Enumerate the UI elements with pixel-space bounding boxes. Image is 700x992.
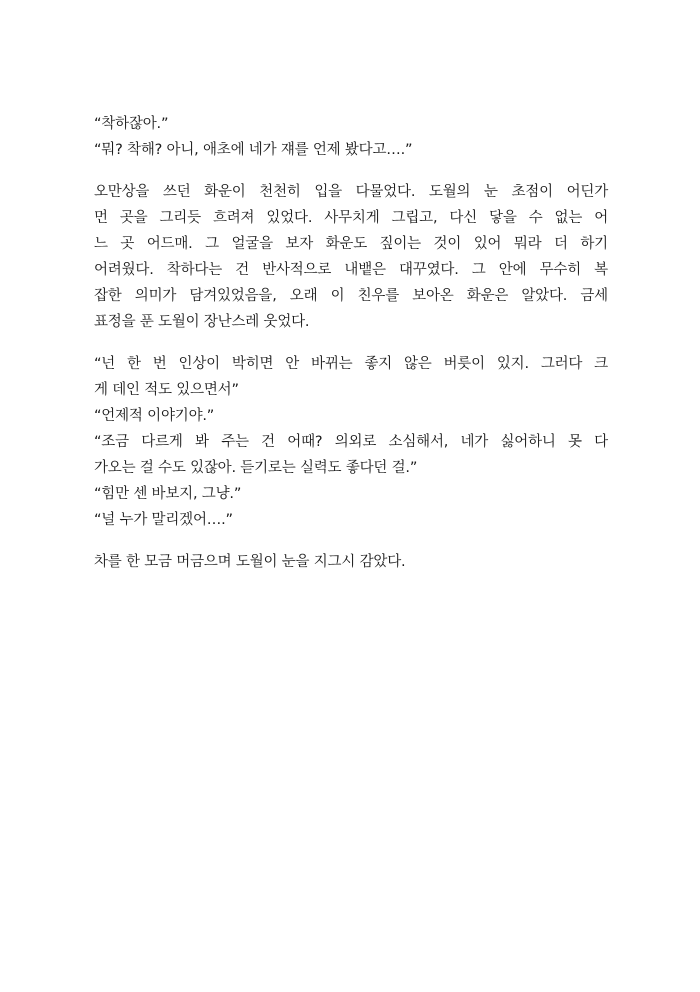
paragraph-3: [94, 351, 608, 533]
dialogue-line: 가오는 걸 수도 있잖아. 듣기로는 실력도 좋다던 걸.”: [94, 460, 418, 476]
dialogue-line: “뭐? 착해? 아니, 애초에 네가 쟤를 언제 봤다고….”: [94, 142, 413, 158]
text-line: 차를 한 모금 머금으며 도월이 눈을 지그시 감았다.: [94, 554, 406, 570]
paragraph-2: [94, 179, 608, 335]
text-line: 먼 곳을 그리듯 흐려져 있었다. 사무치게 그립고, 다신 닿을 수 없는 어: [94, 210, 608, 226]
dialogue-line: “넌 한 번 인상이 박히면 안 바뀌는 좋지 않은 버릇이 있지. 그러다 크: [94, 356, 608, 372]
dialogue-line: “언제적 이야기야.”: [94, 408, 215, 424]
text-line: 어려웠다. 착하다는 건 반사적으로 내뱉은 대꾸였다. 그 안에 무수히 복: [94, 262, 608, 278]
dialogue-line: “조금 다르게 봐 주는 건 어때? 의외로 소심해서, 네가 싫어하니 못 다: [94, 434, 608, 450]
paragraph-1: [94, 111, 608, 163]
document-body: [94, 111, 608, 575]
text-line: 오만상을 쓰던 화운이 천천히 입을 다물었다. 도월의 눈 초점이 어딘가: [94, 184, 608, 200]
text-line: 표정을 푼 도월이 장난스레 웃었다.: [94, 314, 310, 330]
paragraph-gap: [94, 335, 608, 351]
dialogue-line: 게 데인 적도 있으면서”: [94, 382, 239, 398]
dialogue-line: “착하잖아.”: [94, 116, 169, 132]
paragraph-gap: [94, 533, 608, 549]
dialogue-line: “널 누가 말리겠어….”: [94, 512, 233, 528]
paragraph-4: [94, 549, 608, 575]
dialogue-line: “힘만 센 바보지, 그냥.”: [94, 486, 242, 502]
paragraph-gap: [94, 163, 608, 179]
text-line: 느 곳 어드매. 그 얼굴을 보자 화운도 짚이는 것이 있어 뭐라 더 하기: [94, 236, 608, 252]
text-line: 잡한 의미가 담겨있었음을, 오래 이 친우를 보아온 화운은 알았다. 금세: [94, 288, 608, 304]
